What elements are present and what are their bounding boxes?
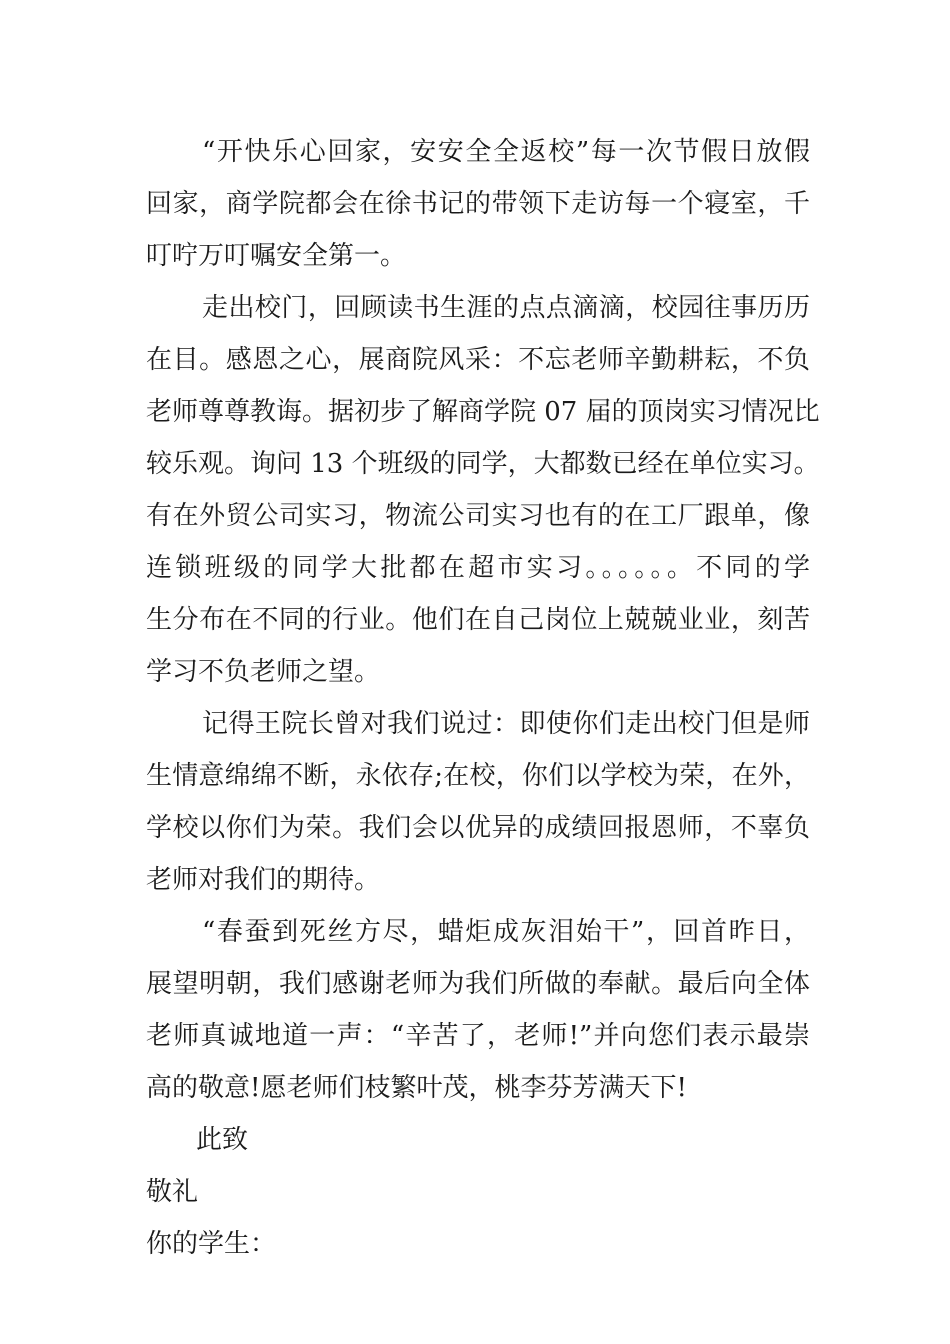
text-line: 高的敬意!愿老师们枝繁叶茂，桃李芬芳满天下! (146, 1073, 687, 1103)
text-line: 展望明朝，我们感谢老师为我们所做的奉献。最后向全体 (146, 969, 810, 999)
text-line: 在目。感恩之心，展商院风采：不忘老师辛勤耕耘，不负 (146, 345, 810, 375)
closing-respect: 敬礼 (146, 1177, 199, 1207)
text-line: 叮咛万叮嘱安全第一。 (146, 241, 407, 271)
text-line: 生分布在不同的行业。他们在自己岗位上兢兢业业，刻苦 (146, 605, 810, 635)
text-line: 学校以你们为荣。我们会以优异的成绩回报恩师，不辜负 (146, 813, 810, 843)
text-line: 连锁班级的同学大批都在超市实习。。。。。。不同的学 (146, 553, 810, 583)
paragraph-3 (146, 698, 810, 906)
text-line: 老师对我们的期待。 (146, 865, 381, 895)
text-line: 走出校门，回顾读书生涯的点点滴滴，校园往事历历 (202, 293, 810, 323)
text-line: 生情意绵绵不断，永依存;在校，你们以学校为荣，在外， (146, 761, 810, 791)
text-line: “开快乐心回家，安安全全返校”每一次节假日放假 (202, 137, 810, 167)
text-line: 老师尊尊教诲。据初步了解商学院 07 届的顶岗实习情况比 (146, 397, 820, 427)
text-line: 回家，商学院都会在徐书记的带领下走访每一个寝室，千 (146, 189, 810, 219)
closing-salutation: 此致 (196, 1125, 249, 1155)
paragraph-1 (146, 126, 810, 282)
text-line: 较乐观。询问 13 个班级的同学，大都数已经在单位实习。 (146, 449, 820, 479)
paragraph-2 (146, 282, 820, 698)
letter-page (146, 126, 820, 1270)
text-line: 学习不负老师之望。 (146, 657, 381, 687)
paragraph-4 (146, 906, 810, 1114)
closing (146, 1114, 810, 1270)
text-line: 老师真诚地道一声：“辛苦了，老师!”并向您们表示最崇 (146, 1021, 810, 1051)
text-line: 记得王院长曾对我们说过：即使你们走出校门但是师 (202, 709, 810, 739)
text-line: 有在外贸公司实习，物流公司实习也有的在工厂跟单，像 (146, 501, 810, 531)
text-line: “春蚕到死丝方尽，蜡炬成灰泪始干”，回首昨日， (202, 917, 810, 947)
signature: 你的学生： (146, 1229, 277, 1259)
